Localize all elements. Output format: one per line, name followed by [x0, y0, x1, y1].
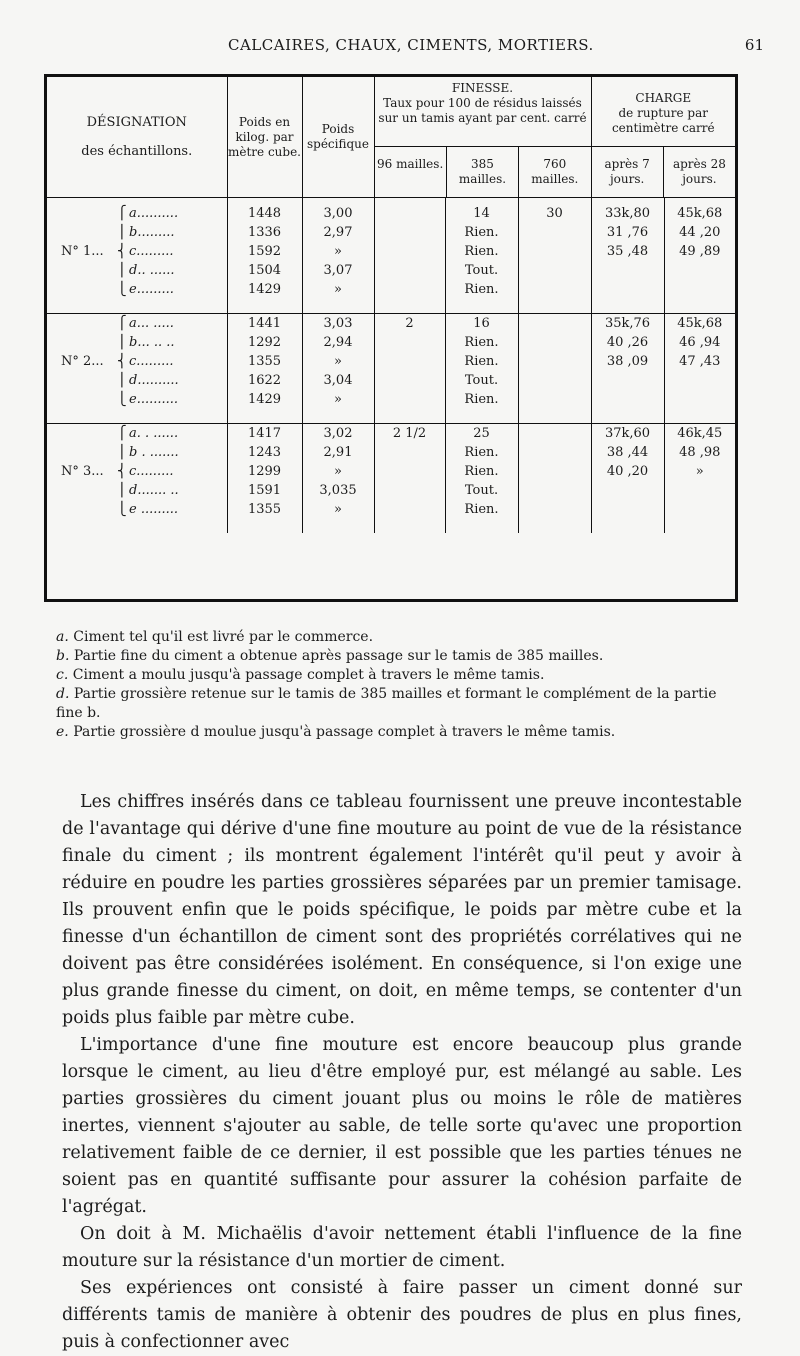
footnote — [56, 647, 746, 666]
brace-glyph: ⎧ — [117, 426, 127, 441]
j28-cell: 48 ,98 — [664, 443, 735, 462]
m96-cell — [374, 204, 445, 223]
spec-cell: » — [302, 500, 374, 519]
brace-glyph: ⎩ — [117, 392, 127, 407]
footnote — [56, 666, 746, 685]
table-row — [47, 333, 735, 352]
poids-cell: 1299 — [227, 462, 302, 481]
brace-glyph: ⎪ — [117, 225, 127, 240]
table-row — [47, 352, 735, 371]
footnote-text: Ciment a moulu jusqu'à passage complet à travers le même tamis. — [72, 667, 545, 683]
sample-code: d....... .. — [129, 483, 179, 498]
brace-glyph: ⎪ — [117, 373, 127, 388]
poids-cell: 1592 — [227, 242, 302, 261]
footnote — [56, 628, 746, 647]
group-label: N° 2... — [61, 354, 104, 369]
j28-cell: 46 ,94 — [664, 333, 735, 352]
table-row — [47, 204, 735, 223]
results-table — [44, 74, 738, 602]
m96-cell — [374, 390, 445, 409]
j28-cell: 47 ,43 — [664, 352, 735, 371]
m760-cell — [518, 390, 591, 409]
sample-designation — [47, 333, 227, 352]
sample-designation — [47, 314, 227, 334]
m760-cell — [518, 223, 591, 242]
group-label: N° 1... — [61, 244, 104, 259]
table-row — [47, 424, 735, 444]
m385-cell: Tout. — [445, 481, 518, 500]
j7-cell: 31 ,76 — [591, 223, 664, 242]
j28-cell: 44 ,20 — [664, 223, 735, 242]
spec-cell: 2,94 — [302, 333, 374, 352]
poids-cell: 1336 — [227, 223, 302, 242]
brace-glyph: ⎧ — [117, 206, 127, 221]
footnote-key: a. — [56, 629, 74, 645]
brace-glyph: ⎧ — [117, 316, 127, 331]
m760-cell — [518, 242, 591, 261]
charge-sub: de rupture par centimètre carré — [611, 106, 715, 135]
j7-cell: 35k,76 — [591, 314, 664, 334]
m385-cell: Rien. — [445, 352, 518, 371]
table-row — [47, 462, 735, 481]
j7-cell: 40 ,20 — [591, 462, 664, 481]
group-spacer — [47, 299, 735, 314]
paragraph: Ses expériences ont consisté à faire passer un ciment donné sur différents tamis de manière à obtenir des poudres de plus en plus fines, puis à confectionner avec — [62, 1278, 742, 1352]
m760-cell — [518, 371, 591, 390]
group-spacer — [47, 409, 735, 424]
group-label: N° 3... — [61, 464, 104, 479]
sample-designation — [47, 390, 227, 409]
header-designation: DÉSIGNATION des échantillons. — [81, 115, 193, 159]
m96-cell — [374, 481, 445, 500]
spec-cell: 2,97 — [302, 223, 374, 242]
body-text — [62, 789, 742, 1356]
sample-code: e.......... — [129, 392, 179, 407]
spec-cell: 3,02 — [302, 424, 374, 444]
sample-code: c......... — [129, 244, 174, 259]
j7-cell — [591, 371, 664, 390]
m96-cell: 2 — [374, 314, 445, 334]
m96-cell — [374, 371, 445, 390]
sample-designation — [47, 352, 227, 371]
poids-cell: 1622 — [227, 371, 302, 390]
poids-cell: 1355 — [227, 500, 302, 519]
spec-cell: 3,04 — [302, 371, 374, 390]
sample-code: b......... — [129, 225, 175, 240]
spec-cell: 3,07 — [302, 261, 374, 280]
header-charge — [591, 77, 735, 198]
j7-cell: 37k,60 — [591, 424, 664, 444]
j28-cell — [664, 390, 735, 409]
table-header-row — [47, 77, 735, 198]
m96-cell — [374, 462, 445, 481]
m760-cell — [518, 352, 591, 371]
m385-cell: Rien. — [445, 242, 518, 261]
m385-cell: Rien. — [445, 223, 518, 242]
table-row — [47, 390, 735, 409]
spec-cell: » — [302, 462, 374, 481]
m96-cell — [374, 500, 445, 519]
sample-code: a.......... — [129, 206, 179, 221]
running-head — [0, 36, 800, 58]
finesse-title: FINESSE. — [451, 81, 514, 95]
footnote — [56, 723, 746, 742]
m385-cell: Rien. — [445, 333, 518, 352]
sample-designation — [47, 204, 227, 223]
finesse-sub: Taux pour 100 de résidus laissés sur un tamis ayant par cent. carré — [378, 96, 587, 125]
sample-code: c......... — [129, 354, 174, 369]
table-row — [47, 223, 735, 242]
spec-cell: » — [302, 242, 374, 261]
j28-cell — [664, 481, 735, 500]
m760-cell — [518, 280, 591, 299]
j28-cell — [664, 371, 735, 390]
paragraph: L'importance d'une fine mouture est encore beaucoup plus grande lorsque le ciment, au lieu d'être employé pur, est mélangé au sable. Les parties grossières du ciment jouant plus ou moins le rôle de matières inertes, viennent s'ajouter au sable, de telle sorte qu'avec une proportion relativement faible de ce dernier, il est possible que les parties ténues ne soient pas en quantité suffisante pour assurer la cohésion parfaite de l'agrégat. — [62, 1035, 742, 1217]
poids-cell: 1417 — [227, 424, 302, 444]
poids-cell: 1504 — [227, 261, 302, 280]
j28-cell: 45k,68 — [664, 314, 735, 334]
m760-cell — [518, 424, 591, 444]
table-row — [47, 443, 735, 462]
m760-cell — [518, 500, 591, 519]
footnote-text: Partie grossière retenue sur le tamis de 385 mailles et formant le complément de la partie fine b. — [56, 686, 717, 721]
paragraph: On doit à M. Michaëlis d'avoir nettement établi l'influence de la fine mouture sur la résistance d'un mortier de ciment. — [62, 1224, 742, 1271]
m96-cell: 2 1/2 — [374, 424, 445, 444]
brace-glyph: ⎪ — [117, 445, 127, 460]
header-385: 385 mailles. — [446, 147, 518, 197]
j28-cell: 49 ,89 — [664, 242, 735, 261]
j28-cell — [664, 500, 735, 519]
j7-cell: 38 ,44 — [591, 443, 664, 462]
sample-code: e......... — [129, 282, 174, 297]
m760-cell — [518, 333, 591, 352]
j7-cell: 38 ,09 — [591, 352, 664, 371]
footnotes — [56, 628, 746, 742]
m96-cell — [374, 352, 445, 371]
charge-title: CHARGE — [635, 91, 692, 105]
spec-cell: » — [302, 352, 374, 371]
m760-cell — [518, 261, 591, 280]
m385-cell: Rien. — [445, 390, 518, 409]
brace-glyph: ⎩ — [117, 502, 127, 517]
footnote — [56, 685, 746, 723]
footnote-key: d. — [56, 686, 74, 702]
footnote-text: Ciment tel qu'il est livré par le commerce. — [73, 629, 374, 645]
j7-cell: 33k,80 — [591, 204, 664, 223]
sample-designation — [47, 280, 227, 299]
brace-glyph: ⎨ — [117, 464, 127, 479]
brace-glyph: ⎩ — [117, 282, 127, 297]
header-760: 760 mailles. — [518, 147, 590, 197]
header-96: 96 mailles. — [377, 157, 444, 171]
m385-cell: Rien. — [445, 462, 518, 481]
m385-cell: Tout. — [445, 371, 518, 390]
spec-cell: 2,91 — [302, 443, 374, 462]
footnote-key: c. — [56, 667, 73, 683]
j28-cell: 46k,45 — [664, 424, 735, 444]
header-poids-metre: Poids en kilog. par mètre cube. — [227, 77, 302, 198]
sample-code: c......... — [129, 464, 174, 479]
m385-cell: Rien. — [445, 280, 518, 299]
sample-designation — [47, 371, 227, 390]
page-number: 61 — [744, 36, 764, 54]
paragraph: Les chiffres insérés dans ce tableau fournissent une preuve incontestable de l'avantage qui dérive d'une fine mouture au point de vue de la résistance finale du ciment ; ils montrent également l'intérêt qu'il peut y avoir à réduire en poudre les parties grossières séparées par un premier tamisage. Ils prouvent enfin que le poids spécifique, le poids par mètre cube et la finesse d'un échantillon de ciment sont des propriétés corrélatives qui ne doivent pas être considérées isolément. En conséquence, si l'on exige une plus grande finesse du ciment, on doit, en même temps, se contenter d'un poids plus faible par mètre cube. — [62, 792, 742, 1028]
table-end-spacer — [47, 519, 735, 533]
sample-designation — [47, 223, 227, 242]
m760-cell — [518, 462, 591, 481]
m385-cell: Rien. — [445, 443, 518, 462]
table-row — [47, 314, 735, 334]
table-row — [47, 280, 735, 299]
brace-glyph: ⎪ — [117, 483, 127, 498]
spec-cell: » — [302, 280, 374, 299]
poids-cell: 1292 — [227, 333, 302, 352]
spec-cell: 3,035 — [302, 481, 374, 500]
sample-designation — [47, 261, 227, 280]
m760-cell — [518, 481, 591, 500]
sample-code: d.......... — [129, 373, 179, 388]
m385-cell: 14 — [445, 204, 518, 223]
brace-glyph: ⎪ — [117, 263, 127, 278]
m96-cell — [374, 242, 445, 261]
footnote-key: e. — [56, 724, 74, 740]
sample-designation — [47, 481, 227, 500]
m96-cell — [374, 223, 445, 242]
j7-cell — [591, 481, 664, 500]
header-finesse — [374, 77, 591, 198]
m96-cell — [374, 333, 445, 352]
m96-cell — [374, 280, 445, 299]
header-28-jours: après 28 jours. — [663, 147, 735, 197]
j28-cell — [664, 280, 735, 299]
m760-cell — [518, 314, 591, 334]
poids-cell: 1355 — [227, 352, 302, 371]
m760-cell — [518, 443, 591, 462]
table-row — [47, 371, 735, 390]
m96-cell — [374, 443, 445, 462]
footnote-key: b. — [56, 648, 74, 664]
sample-designation — [47, 500, 227, 519]
j7-cell — [591, 261, 664, 280]
table-row — [47, 500, 735, 519]
table-row — [47, 242, 735, 261]
sample-designation — [47, 462, 227, 481]
sample-code: e ......... — [129, 502, 179, 517]
table-row — [47, 261, 735, 280]
j7-cell: 40 ,26 — [591, 333, 664, 352]
poids-cell: 1591 — [227, 481, 302, 500]
m385-cell: 25 — [445, 424, 518, 444]
j7-cell — [591, 500, 664, 519]
poids-cell: 1243 — [227, 443, 302, 462]
spec-cell: » — [302, 390, 374, 409]
header-7-jours: après 7 jours. — [604, 157, 650, 186]
brace-glyph: ⎪ — [117, 335, 127, 350]
footnote-text: Partie fine du ciment a obtenue après passage sur le tamis de 385 mailles. — [73, 648, 604, 664]
j28-cell: 45k,68 — [664, 204, 735, 223]
poids-cell: 1448 — [227, 204, 302, 223]
j28-cell: » — [664, 462, 735, 481]
brace-glyph: ⎨ — [117, 354, 127, 369]
sample-code: a... ..... — [129, 316, 174, 331]
m760-cell: 30 — [518, 204, 591, 223]
j7-cell — [591, 390, 664, 409]
poids-cell: 1429 — [227, 390, 302, 409]
brace-glyph: ⎨ — [117, 244, 127, 259]
m385-cell: 16 — [445, 314, 518, 334]
j28-cell — [664, 261, 735, 280]
poids-cell: 1429 — [227, 280, 302, 299]
spec-cell: 3,03 — [302, 314, 374, 334]
table-row — [47, 481, 735, 500]
header-poids-specifique: Poids spécifique — [302, 77, 374, 198]
sample-code: b . ....... — [129, 445, 179, 460]
footnote-text: Partie grossière d moulue jusqu'à passage complet à travers le même tamis. — [73, 724, 616, 740]
sample-code: b... .. .. — [129, 335, 175, 350]
m385-cell: Tout. — [445, 261, 518, 280]
sample-designation — [47, 443, 227, 462]
sample-designation — [47, 242, 227, 261]
running-title: CALCAIRES, CHAUX, CIMENTS, MORTIERS. — [228, 36, 594, 54]
spec-cell: 3,00 — [302, 204, 374, 223]
m96-cell — [374, 261, 445, 280]
m385-cell: Rien. — [445, 500, 518, 519]
sample-code: a. . ...... — [129, 426, 179, 441]
sample-code: d.. ...... — [129, 263, 175, 278]
sample-designation — [47, 424, 227, 444]
j7-cell: 35 ,48 — [591, 242, 664, 261]
poids-cell: 1441 — [227, 314, 302, 334]
j7-cell — [591, 280, 664, 299]
